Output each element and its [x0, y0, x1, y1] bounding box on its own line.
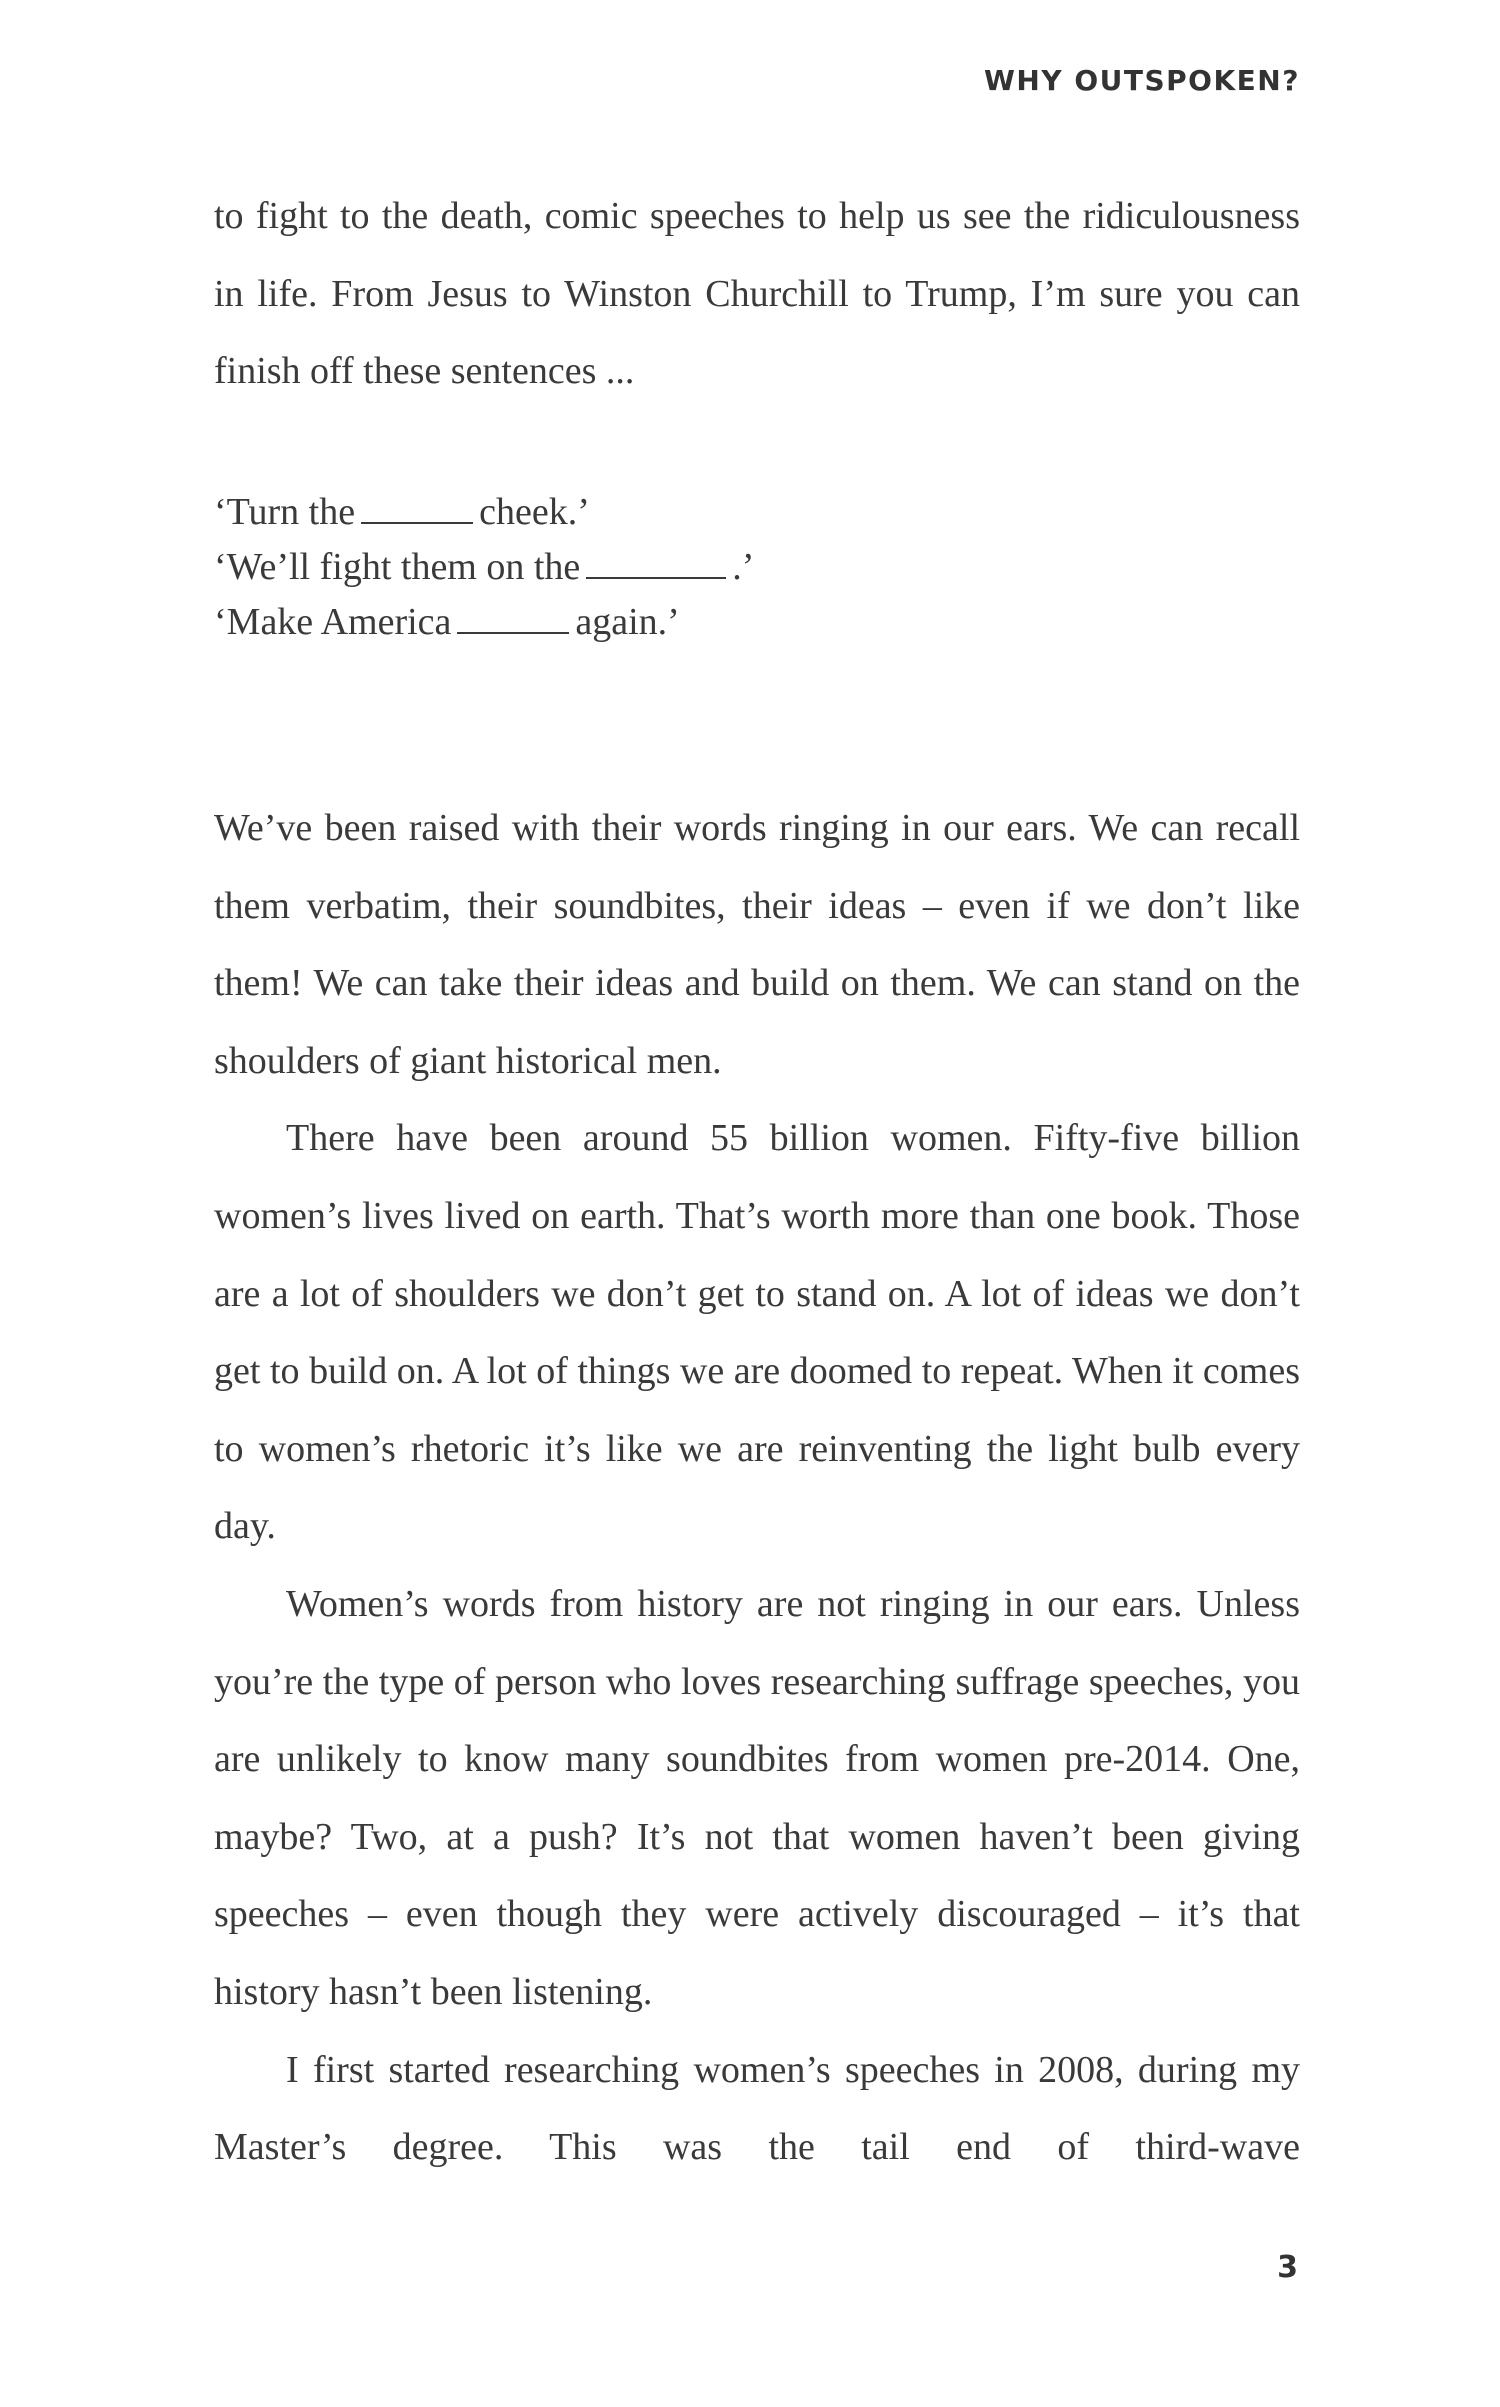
quote-text: ‘We’ll fight them on the — [214, 546, 581, 588]
fill-in-blank — [361, 492, 473, 524]
quote-text: again.’ — [575, 601, 680, 643]
quote-list — [214, 485, 754, 650]
body-text-main — [214, 790, 1300, 2187]
quote-text: ‘Turn the — [214, 491, 356, 533]
fill-in-blank — [586, 547, 726, 579]
paragraph-continued: to fight to the death, comic speeches to help us see the ridiculousness in life. From Jesus to Winston Churchill to Trump, I’m sure you can finish off these sentences ... — [214, 195, 1300, 393]
quote-line — [214, 485, 754, 540]
quote-text: cheek.’ — [479, 491, 590, 533]
paragraph: We’ve been raised with their words ringing in our ears. We can recall them verbatim, their soundbites, their ideas – even if we don’t like them! We can take their ideas and build on them. We can stand on the shoulders of giant historical men. — [214, 807, 1300, 1082]
quote-text: .’ — [732, 546, 755, 588]
body-text-top — [214, 178, 1300, 411]
quote-line — [214, 540, 754, 595]
quote-text: ‘Make America — [214, 601, 452, 643]
page-number: 3 — [1277, 2250, 1298, 2285]
paragraph: I first started researching women’s speeches in 2008, during my Master’s degree. This was the tail end of third-wave — [214, 2048, 1300, 2169]
fill-in-blank — [457, 602, 569, 634]
running-head: WHY OUTSPOKEN? — [984, 64, 1300, 97]
paragraph: Women’s words from history are not ringing in our ears. Unless you’re the type of person who loves researching suffrage speeches, you are unlikely to know many soundbites from women pre-2014. One, maybe? Two, at a push? It’s not that women haven’t been giving speeches – even though they were actively discouraged – it’s that history hasn’t been listening. — [214, 1582, 1300, 2013]
quote-line — [214, 595, 754, 650]
paragraph: There have been around 55 billion women. Fifty-five billion women’s lives lived on earth. That’s worth more than one book. Those are a lot of shoulders we don’t get to stand on. A lot of ideas we don’t get to build on. A lot of things we are doomed to repeat. When it comes to women’s rhetoric it’s like we are reinventing the light bulb every day. — [214, 1117, 1300, 1548]
